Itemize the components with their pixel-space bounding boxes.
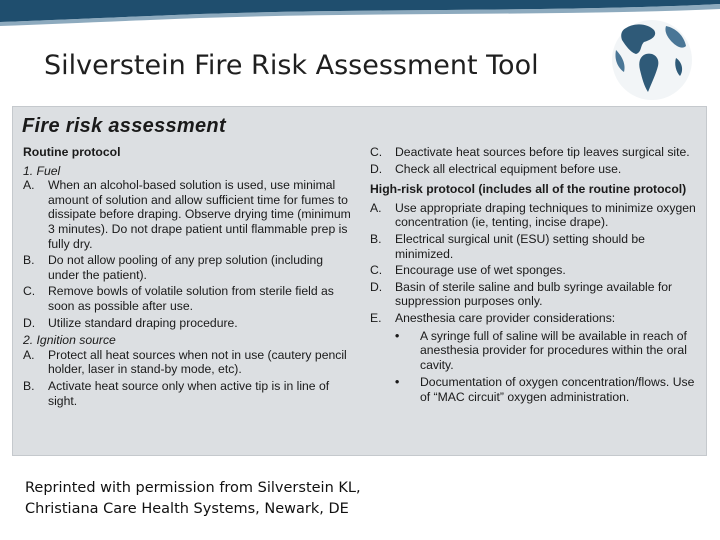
list-item [370,311,700,326]
routine-protocol-header: Routine protocol [23,145,121,159]
list-item [23,253,355,282]
item-text: Utilize standard draping procedure. [48,315,238,330]
item-letter: B. [23,253,35,268]
left-column [23,145,355,410]
permission-note-line: Reprinted with permission from Silverstein KL, [25,480,361,496]
document-title: Fire risk assessment [22,115,226,137]
item-text: Electrical surgical unit (ESU) setting should be minimized. [395,231,645,261]
ignition-source-header: 2. Ignition source [23,333,116,348]
item-text: When an alcohol-based solution is used, use minimal amount of solution and allow sufficient time for fumes to dissipate before draping. Observe drying time (minimum 3 minutes). Do not drape patient until flammable prep is fully dry. [48,178,351,251]
list-item [370,162,700,177]
list-item [370,263,700,278]
bullet-text: A syringe full of saline will be available in reach of anesthesia provider for procedures within the oral cavity. [420,328,687,372]
list-item [23,379,355,408]
item-letter: C. [370,145,383,159]
globe-icon [596,10,700,106]
item-text: Encourage use of wet sponges. [395,263,566,278]
high-risk-protocol-header: High-risk protocol (includes all of the routine protocol) [370,182,687,197]
item-letter: C. [23,284,36,299]
list-item [23,178,355,251]
item-text: Check all electrical equipment before use. [395,161,622,176]
item-letter: B. [370,231,382,246]
item-letter: D. [370,279,383,294]
list-item [23,284,355,313]
item-text: Remove bowls of volatile solution from sterile field as soon as possible after use. [48,284,334,313]
item-letter: A. [370,200,382,215]
list-item [23,316,355,331]
item-letter: E. [370,310,382,325]
slide-title: Silverstein Fire Risk Assessment Tool [44,50,539,81]
item-letter: D. [23,315,36,330]
fuel-header: 1. Fuel [23,163,61,178]
right-column [370,145,700,405]
bullet-item [395,329,700,373]
permission-note-line: Christiana Care Health Systems, Newark, DE [25,501,349,517]
item-letter: D. [370,161,383,176]
item-text: Protect all heat sources when not in use (cautery pencil holder, laser in stand-by mode, etc). [48,347,347,377]
bullet-icon: • [395,375,400,390]
bullet-item [395,375,700,404]
list-item [370,145,700,160]
permission-note [25,478,361,520]
list-item [370,201,700,230]
item-letter: B. [23,378,35,393]
item-letter: A. [23,347,35,362]
item-letter: C. [370,263,383,278]
list-item [370,232,700,261]
item-text: Do not allow pooling of any prep solution (including under the patient). [48,253,324,282]
bullet-text: Documentation of oxygen concentration/flows. Use of “MAC circuit” oxygen administration. [420,375,695,404]
item-text: Use appropriate draping techniques to minimize oxygen concentration (ie, tenting, incise drape). [395,200,696,230]
item-text: Anesthesia care provider considerations: [395,310,616,325]
item-text: Activate heat source only when active tip is in line of sight. [48,378,330,408]
bullet-icon: • [395,328,400,343]
list-item [23,348,355,377]
item-letter: A. [23,178,35,193]
fire-risk-document [12,106,707,456]
item-text: Deactivate heat sources before tip leaves surgical site. [395,145,690,159]
list-item [370,280,700,309]
item-text: Basin of sterile saline and bulb syringe available for suppression purposes only. [395,279,673,309]
